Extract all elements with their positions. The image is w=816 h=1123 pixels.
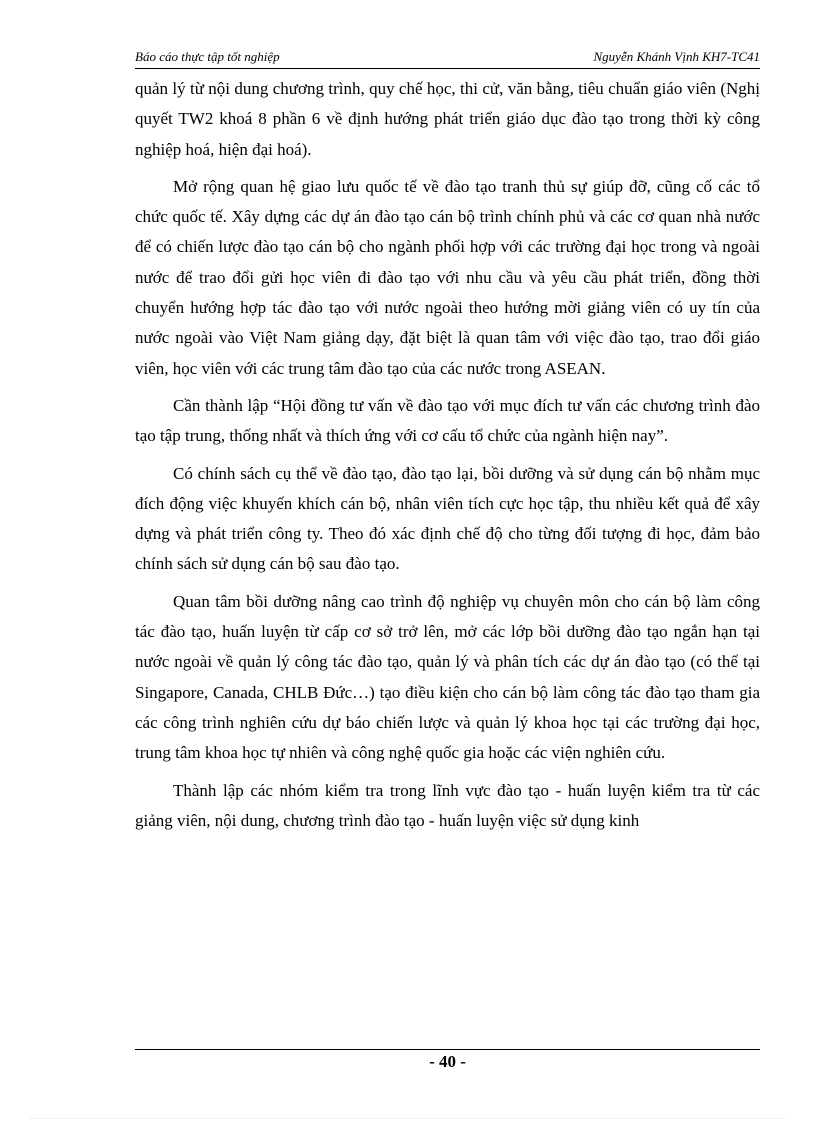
paragraph: Cần thành lập “Hội đồng tư vấn về đào tạo với mục đích tư vấn các chương trình đào tạo tập trung, thống nhất và thích ứng với cơ cấu tổ chức của ngành hiện nay”. [135, 395, 760, 446]
paragraph: quản lý từ nội dung chương trình, quy chế học, thi cử, văn bằng, tiêu chuẩn giáo viên (Nghị quyết TW2 khoá 8 phần 6 về định hướng phát triển giáo dục đào tạo trong thời kỳ công nghiệp hoá, hiện đại hoá). [135, 79, 760, 159]
page-bottom-border [30, 1118, 786, 1119]
header-report-title: Báo cáo thực tập tốt nghiệp [135, 49, 280, 64]
page-number: - 40 - [429, 1052, 466, 1071]
footer-divider [135, 1049, 760, 1050]
page-header [135, 46, 760, 69]
header-author: Nguyễn Khánh Vịnh KH7-TC41 [593, 49, 760, 64]
paragraph: Mở rộng quan hệ giao lưu quốc tế về đào tạo tranh thủ sự giúp đỡ, cũng cố các tổ chức quốc tế. Xây dựng các dự án đào tạo cán bộ trình chính phủ và các cơ quan nhà nước để có chiến lược đào tạo cán bộ cho ngành phối hợp với các trường đại học trong và ngoài nước để trao đổi gửi học viên đi đào tạo với nhu cầu và yêu cầu phát triển, đồng thời chuyển hướng hợp tác đào tạo với nước ngoài theo hướng mời giảng viên có uy tín của nước ngoài vào Việt Nam giảng dạy, đặt biệt là quan tâm với việc đào tạo, trao đổi giáo viên, học viên với các trung tâm đào tạo của các nước trong ASEAN. [135, 176, 760, 378]
document-body [135, 74, 760, 843]
paragraph: Có chính sách cụ thể về đào tạo, đào tạo lại, bồi dưỡng và sử dụng cán bộ nhằm mục đích động việc khuyến khích cán bộ, nhân viên tích cực học tập, thu nhiều kết quả để xây dựng và phát triển công ty. Theo đó xác định chế độ cho từng đối tượng đi học, đảm bảo chính sách sử dụng cán bộ sau đào tạo. [135, 463, 760, 574]
paragraph: Quan tâm bồi dưỡng nâng cao trình độ nghiệp vụ chuyên môn cho cán bộ làm công tác đào tạo, huấn luyện từ cấp cơ sở trở lên, mở các lớp bồi dưỡng đào tạo ngắn hạn tại nước ngoài về quản lý công tác đào tạo, quản lý và phân tích các dự án đào tạo (có thể tại Singapore, Canada, CHLB Đức…) tạo điều kiện cho cán bộ làm công tác đào tạo tham gia các công trình nghiên cứu dự báo chiến lược và quản lý khoa học tại các trường đại học, trung tâm khoa học tự nhiên và công nghệ quốc gia hoặc các viện nghiên cứu. [135, 591, 760, 763]
paragraph: Thành lập các nhóm kiểm tra trong lĩnh vực đào tạo - huấn luyện kiểm tra từ các giảng viên, nội dung, chương trình đào tạo - huấn luyện việc sử dụng kinh [135, 780, 760, 830]
